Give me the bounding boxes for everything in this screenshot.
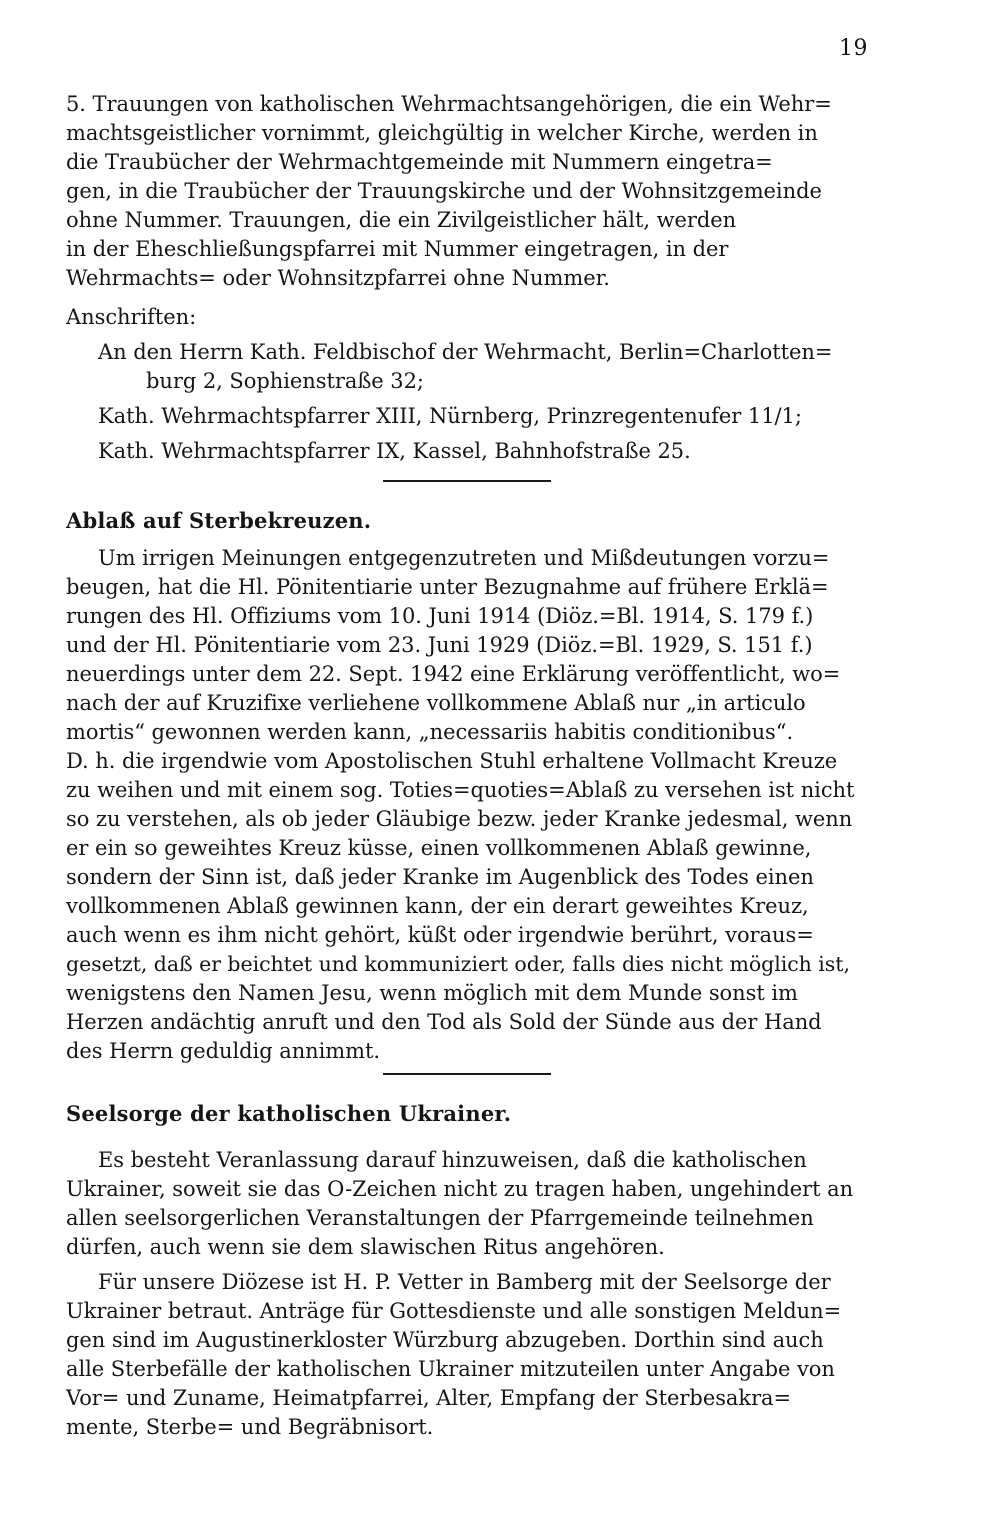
text-line: Herzen andächtig anruft und den Tod als Sold der Sünde aus der Hand <box>66 1010 822 1034</box>
text-line: mortis“ gewonnen werden kann, „necessariis habitis conditionibus“. <box>66 720 794 744</box>
text-line: und der Hl. Pönitentiarie vom 23. Juni 1929 (Diöz.=Bl. 1929, S. 151 f.) <box>66 633 813 657</box>
section-divider <box>383 1073 551 1075</box>
text-line: Um irrigen Meinungen entgegenzutreten und Mißdeutungen vorzu= <box>98 546 830 570</box>
text-line: gesetzt, daß er beichtet und kommuniziert oder, falls dies nicht möglich ist, <box>66 952 850 976</box>
address-line: burg 2, Sophienstraße 32; <box>146 369 424 393</box>
text-line: so zu verstehen, als ob jeder Gläubige bezw. jeder Kranke jedesmal, wenn <box>66 807 853 831</box>
text-line: er ein so geweihtes Kreuz küsse, einen vollkommenen Ablaß gewinne, <box>66 836 812 860</box>
address-line: Kath. Wehrmachtspfarrer IX, Kassel, Bahnhofstraße 25. <box>98 439 691 463</box>
text-line: wenigstens den Namen Jesu, wenn möglich mit dem Munde sonst im <box>66 981 798 1005</box>
text-line: allen seelsorgerlichen Veranstaltungen der Pfarrgemeinde teilnehmen <box>66 1206 814 1230</box>
text-line: gen, in die Traubücher der Trauungskirche und der Wohnsitzgemeinde <box>66 179 822 203</box>
text-line: auch wenn es ihm nicht gehört, küßt oder irgendwie berührt, voraus= <box>66 923 814 947</box>
address-line: An den Herrn Kath. Feldbischof der Wehrmacht, Berlin=Charlotten= <box>98 340 833 364</box>
text-line: in der Eheschließungspfarrei mit Nummer eingetragen, in der <box>66 237 729 261</box>
text-line: ohne Nummer. Trauungen, die ein Zivilgeistlicher hält, werden <box>66 208 737 232</box>
text-line: dürfen, auch wenn sie dem slawischen Ritus angehören. <box>66 1235 665 1259</box>
page-number: 19 <box>839 36 868 61</box>
section-marriage-records <box>66 90 868 466</box>
address-line: Kath. Wehrmachtspfarrer XIII, Nürnberg, Prinzregentenufer 11/1; <box>98 404 802 428</box>
text-line: zu weihen und mit einem sog. Toties=quoties=Ablaß zu versehen ist nicht <box>66 778 855 802</box>
text-line: beugen, hat die Hl. Pönitentiarie unter Bezugnahme auf frühere Erklä= <box>66 575 829 599</box>
addresses-label: Anschriften: <box>66 305 197 329</box>
text-line: neuerdings unter dem 22. Sept. 1942 eine Erklärung veröffentlicht, wo= <box>66 662 841 686</box>
text-line: des Herrn geduldig annimmt. <box>66 1039 381 1063</box>
text-line: 5. Trauungen von katholischen Wehrmachtsangehörigen, die ein Wehr= <box>66 92 832 116</box>
text-line: Ukrainer betraut. Anträge für Gottesdienste und alle sonstigen Meldun= <box>66 1299 842 1323</box>
text-line: die Traubücher der Wehrmachtgemeinde mit Nummern eingetra= <box>66 150 773 174</box>
text-line: gen sind im Augustinerkloster Würzburg abzugeben. Dorthin sind auch <box>66 1328 824 1352</box>
text-line: mente, Sterbe= und Begräbnisort. <box>66 1415 434 1439</box>
section-divider <box>383 480 551 482</box>
section-ukrainians-para-1 <box>66 1146 868 1262</box>
section-heading-indulgence: Ablaß auf Sterbekreuzen. <box>66 508 372 533</box>
text-line: Für unsere Diözese ist H. P. Vetter in Bamberg mit der Seelsorge der <box>98 1270 831 1294</box>
section-ukrainians-para-2 <box>66 1268 868 1442</box>
section-indulgence <box>66 544 868 1066</box>
text-line: D. h. die irgendwie vom Apostolischen Stuhl erhaltene Vollmacht Kreuze <box>66 749 838 773</box>
text-line: Wehrmachts= oder Wohnsitzpfarrei ohne Nummer. <box>66 266 610 290</box>
text-line: alle Sterbefälle der katholischen Ukrainer mitzuteilen unter Angabe von <box>66 1357 835 1381</box>
text-line: rungen des Hl. Offiziums vom 10. Juni 1914 (Diöz.=Bl. 1914, S. 179 f.) <box>66 604 814 628</box>
text-line: Vor= und Zuname, Heimatpfarrei, Alter, Empfang der Sterbesakra= <box>66 1386 792 1410</box>
text-line: sondern der Sinn ist, daß jeder Kranke im Augenblick des Todes einen <box>66 865 814 889</box>
text-line: machtsgeistlicher vornimmt, gleichgültig in welcher Kirche, werden in <box>66 121 818 145</box>
text-line: Ukrainer, soweit sie das O-Zeichen nicht zu tragen haben, ungehindert an <box>66 1177 854 1201</box>
section-heading-ukrainians: Seelsorge der katholischen Ukrainer. <box>66 1101 512 1126</box>
text-line: Es besteht Veranlassung darauf hinzuweisen, daß die katholischen <box>98 1148 807 1172</box>
text-line: nach der auf Kruzifixe verliehene vollkommene Ablaß nur „in articulo <box>66 691 806 715</box>
text-line: vollkommenen Ablaß gewinnen kann, der ein derart geweihtes Kreuz, <box>66 894 809 918</box>
